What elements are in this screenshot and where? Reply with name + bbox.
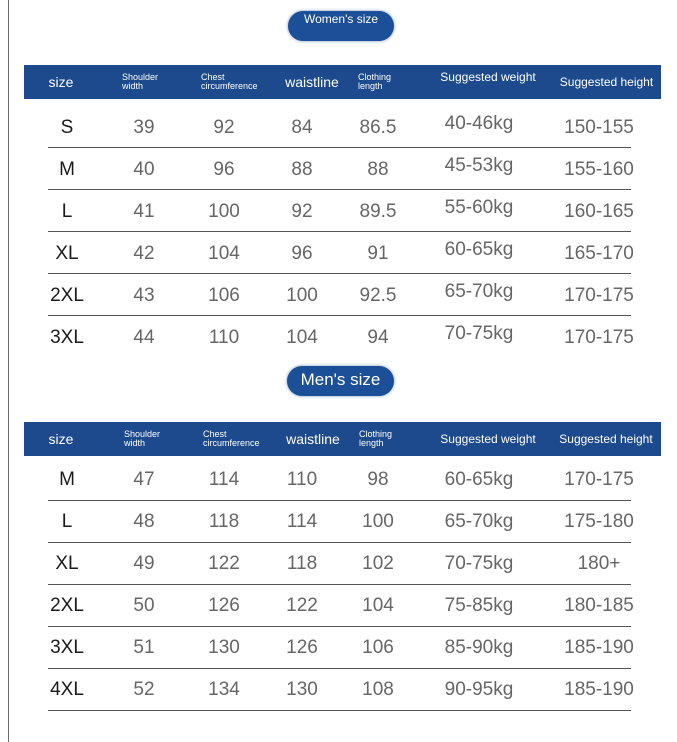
header-size: size [48,431,74,447]
cell-suggested-weight: 55-60kg [444,197,514,218]
header-size: size [48,74,74,90]
header-chest-line2: circumference [203,438,260,448]
row-divider [48,668,631,669]
cell-size: 3XL [50,327,84,348]
header-clothing-length [349,422,429,456]
cell-waistline: 118 [286,553,318,574]
cell-suggested-height: 180+ [577,553,621,574]
cell-shoulder-width: 42 [133,243,155,264]
header-chest-circumference [190,65,280,99]
header-shoulder-width [98,65,190,99]
table-row [0,543,677,585]
cell-suggested-height: 170-175 [564,469,634,490]
row-divider [48,584,631,585]
women-table-header [24,65,661,99]
cell-size: 2XL [50,285,84,306]
cell-size: XL [55,553,79,574]
cell-suggested-height: 175-180 [564,511,634,532]
header-clothing-length [348,65,428,99]
cell-shoulder-width: 49 [133,553,155,574]
header-suggested-weight: Suggested weight [440,432,536,446]
table-row [0,107,677,149]
cell-suggested-height: 150-155 [564,117,634,138]
header-chest-line2: circumference [201,81,258,91]
cell-waistline: 122 [286,595,318,616]
cell-shoulder-width: 44 [133,327,155,348]
cell-suggested-weight: 45-53kg [444,155,514,176]
header-chest-circumference [190,422,280,456]
cell-clothing-length: 102 [362,553,394,574]
header-shoulder-width [98,422,190,456]
header-clothing-line1: Clothing [359,429,393,439]
cell-clothing-length: 86.5 [359,117,397,138]
table-row [0,669,677,711]
cell-chest-circumference: 118 [208,511,240,532]
cell-shoulder-width: 51 [133,637,155,658]
cell-suggested-height: 165-170 [564,243,634,264]
cell-suggested-weight: 65-70kg [444,281,514,302]
cell-suggested-height: 180-185 [564,595,634,616]
row-divider [48,147,631,148]
cell-waistline: 126 [286,637,318,658]
row-divider [48,189,631,190]
cell-chest-circumference: 104 [208,243,240,264]
cell-suggested-height: 185-190 [564,637,634,658]
cell-suggested-height: 160-165 [564,201,634,222]
cell-chest-circumference: 134 [208,679,240,700]
cell-size: XL [55,243,79,264]
header-waistline: waistline [286,431,340,447]
cell-chest-circumference: 110 [208,327,240,348]
row-divider [48,231,631,232]
header-suggested-height: Suggested height [559,432,653,446]
cell-clothing-length: 98 [367,469,389,490]
cell-shoulder-width: 40 [133,159,155,180]
cell-chest-circumference: 126 [208,595,240,616]
cell-waistline: 110 [286,469,318,490]
cell-suggested-weight: 70-75kg [444,553,514,574]
cell-suggested-weight: 90-95kg [444,679,514,700]
table-row [0,459,677,501]
cell-waistline: 88 [291,159,313,180]
cell-waistline: 114 [286,511,318,532]
row-divider [48,710,631,711]
cell-chest-circumference: 106 [208,285,240,306]
cell-clothing-length: 94 [367,327,389,348]
cell-clothing-length: 89.5 [359,201,397,222]
cell-chest-circumference: 114 [208,469,240,490]
cell-size: 2XL [50,595,84,616]
cell-chest-circumference: 122 [208,553,240,574]
cell-size: L [61,511,73,532]
cell-shoulder-width: 50 [133,595,155,616]
table-row [0,627,677,669]
cell-suggested-weight: 75-85kg [444,595,514,616]
cell-suggested-height: 185-190 [564,679,634,700]
row-divider [48,500,631,501]
cell-clothing-length: 92.5 [359,285,397,306]
row-divider [48,273,631,274]
row-divider [48,315,631,316]
cell-shoulder-width: 39 [133,117,155,138]
cell-waistline: 84 [291,117,313,138]
cell-waistline: 100 [286,285,318,306]
men-size-title: Men's size [287,366,394,396]
men-table-header [24,422,661,456]
table-row [0,233,677,275]
header-chest-line1: Chest [203,429,227,439]
table-row [0,501,677,543]
cell-shoulder-width: 43 [133,285,155,306]
header-waistline: waistline [285,74,339,90]
cell-clothing-length: 106 [362,637,394,658]
cell-suggested-weight: 60-65kg [444,469,514,490]
cell-suggested-weight: 40-46kg [444,113,514,134]
cell-shoulder-width: 52 [133,679,155,700]
cell-shoulder-width: 41 [133,201,155,222]
table-row [0,275,677,317]
header-shoulder-line1: Shoulder [124,429,161,439]
header-shoulder-line2: width [122,81,144,91]
cell-clothing-length: 91 [367,243,389,264]
cell-size: 4XL [50,679,84,700]
row-divider [48,626,631,627]
cell-shoulder-width: 48 [133,511,155,532]
cell-clothing-length: 88 [367,159,389,180]
table-row [0,191,677,233]
cell-waistline: 92 [291,201,313,222]
row-divider [48,542,631,543]
cell-suggested-weight: 65-70kg [444,511,514,532]
table-row [0,149,677,191]
cell-clothing-length: 108 [362,679,394,700]
header-shoulder-line1: Shoulder [122,72,159,82]
cell-chest-circumference: 92 [213,117,235,138]
header-clothing-line2: length [359,438,384,448]
cell-suggested-height: 170-175 [564,327,634,348]
header-clothing-line2: length [358,81,383,91]
cell-size: M [59,159,75,180]
header-suggested-weight: Suggested weight [440,70,536,84]
cell-clothing-length: 100 [362,511,394,532]
cell-size: M [59,469,75,490]
table-row [0,317,677,359]
cell-suggested-weight: 85-90kg [444,637,514,658]
header-suggested-height: Suggested height [559,75,654,89]
table-row [0,585,677,627]
cell-suggested-weight: 70-75kg [444,323,514,344]
cell-suggested-height: 155-160 [564,159,634,180]
cell-waistline: 96 [291,243,313,264]
cell-suggested-height: 170-175 [564,285,634,306]
header-chest-line1: Chest [201,72,225,82]
header-clothing-line1: Clothing [358,72,392,82]
cell-waistline: 130 [286,679,318,700]
cell-chest-circumference: 130 [208,637,240,658]
cell-size: 3XL [50,637,84,658]
cell-clothing-length: 104 [362,595,394,616]
cell-waistline: 104 [286,327,318,348]
header-shoulder-line2: width [124,438,146,448]
cell-chest-circumference: 96 [213,159,235,180]
cell-size: L [61,201,73,222]
cell-suggested-weight: 60-65kg [444,239,514,260]
cell-shoulder-width: 47 [133,469,155,490]
women-size-title: Women's size [288,11,394,41]
cell-size: S [60,117,74,138]
cell-chest-circumference: 100 [208,201,240,222]
